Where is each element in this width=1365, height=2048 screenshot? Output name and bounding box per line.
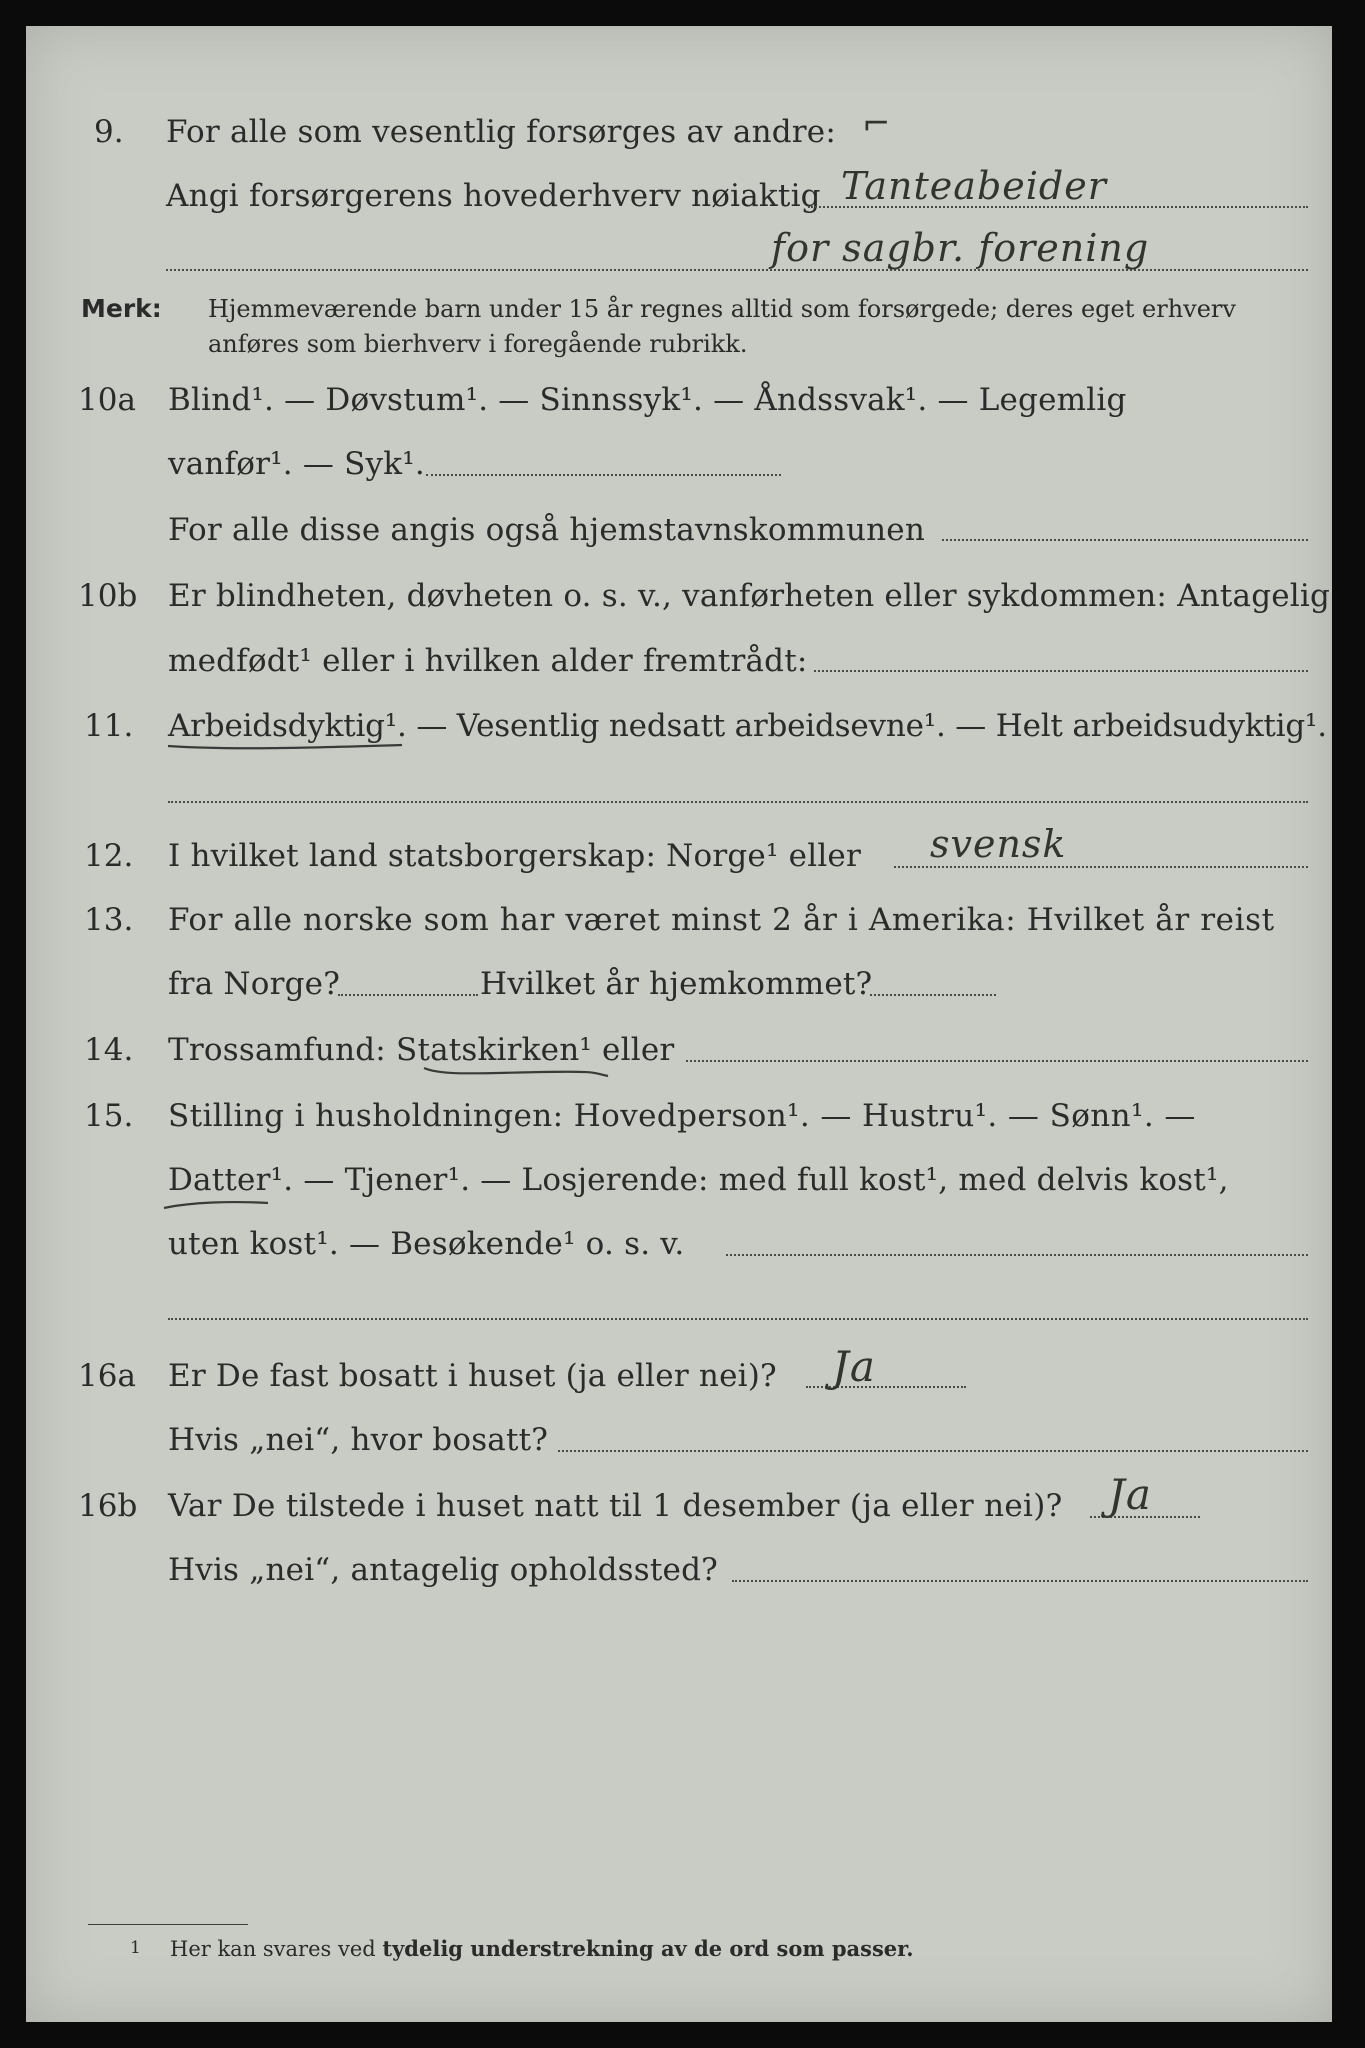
merk-label: Merk: (81, 294, 162, 323)
q11-line1: Arbeidsdyktig¹. — Vesentlig nedsatt arbeidsevne¹. — Helt arbeidsudyktig¹. (168, 708, 1327, 744)
q10a-number: 10a (78, 382, 136, 418)
q11-answer-line (168, 801, 1308, 803)
q10a-hjemstavn-line (942, 539, 1308, 541)
q13-hjemkommet-line (870, 994, 996, 996)
q15-underline-mark (162, 1196, 272, 1212)
q16b-opholdssted-line (732, 1580, 1308, 1582)
merk-line2: anføres som bierhverv i foregående rubrikk. (208, 330, 748, 358)
q10a-line2: vanfør¹. — Syk¹. (168, 446, 425, 482)
q9-line2: Angi forsørgerens hovederhverv nøiaktig (166, 178, 821, 214)
q9-line1: For alle som vesentlig forsørges av andre: (166, 114, 836, 150)
q13-line2a: fra Norge? (168, 966, 341, 1002)
q11-underline-mark (166, 740, 406, 754)
q15-answer-line1 (726, 1254, 1308, 1256)
q16b-handwritten-answer[interactable]: Ja (1108, 1470, 1152, 1519)
q13-line1: For alle norske som har været minst 2 år i Amerika: Hvilket år reist (168, 902, 1275, 938)
q16b-line2: Hvis „nei“, antagelig opholdssted? (168, 1552, 718, 1588)
q14-underline-mark (422, 1064, 612, 1080)
q9-handwritten-answer1[interactable]: Tanteabeider (841, 164, 1107, 208)
q10a-syk-line (426, 474, 781, 476)
q13-reist-line (338, 994, 478, 996)
q10b-number: 10b (78, 578, 138, 614)
q12-answer-line (894, 866, 1308, 868)
q13-line2b: Hvilket år hjemkommet? (480, 966, 873, 1002)
q14-line1: Trossamfund: Statskirken¹ eller (168, 1032, 675, 1068)
q16a-line1: Er De fast bosatt i huset (ja eller nei)? (168, 1358, 777, 1394)
q15-number: 15. (84, 1098, 134, 1134)
q16a-number: 16a (78, 1358, 136, 1394)
q14-number: 14. (84, 1032, 134, 1068)
q16a-bosatt-line (558, 1450, 1308, 1452)
footnote-text-plain: Her kan svares ved (170, 1937, 376, 1961)
q12-number: 12. (84, 838, 134, 874)
q15-line3: uten kost¹. — Besøkende¹ o. s. v. (168, 1226, 685, 1262)
merk-line1: Hjemmeværende barn under 15 år regnes alltid som forsørgede; deres eget erhverv (208, 295, 1236, 323)
q15-answer-line2 (168, 1318, 1308, 1320)
q9-handwritten-dash: ⌐ (862, 104, 892, 144)
footnote-mark: 1 (130, 1938, 141, 1958)
q16a-line2: Hvis „nei“, hvor bosatt? (168, 1422, 549, 1458)
q13-number: 13. (84, 902, 134, 938)
q12-line1: I hvilket land statsborgerskap: Norge¹ eller (168, 838, 861, 874)
q10b-alder-line (814, 670, 1308, 672)
footnote-text-bold: tydelig understrekning av de ord som passer. (382, 1936, 914, 1961)
q16b-number: 16b (78, 1488, 138, 1524)
q10b-line2: medfødt¹ eller i hvilken alder fremtrådt: (168, 643, 808, 679)
footnote-rule (88, 1924, 248, 1925)
q10a-line3: For alle disse angis også hjemstavnskommunen (168, 512, 925, 548)
census-form-page (26, 26, 1332, 2022)
q9-number: 9. (94, 114, 124, 150)
q16a-answer-line (806, 1386, 966, 1388)
q16b-line1: Var De tilstede i huset natt til 1 desember (ja eller nei)? (168, 1488, 1063, 1524)
q15-line2: Datter¹. — Tjener¹. — Losjerende: med full kost¹, med delvis kost¹, (168, 1162, 1229, 1198)
q16a-handwritten-answer[interactable]: Ja (832, 1342, 876, 1391)
q15-line1: Stilling i husholdningen: Hovedperson¹. — Hustru¹. — Sønn¹. — (168, 1098, 1196, 1134)
q9-handwritten-answer2[interactable]: for sagbr. forening (771, 226, 1150, 270)
q10b-line1: Er blindheten, døvheten o. s. v., vanførheten eller sykdommen: Antagelig (168, 578, 1331, 614)
footnote-text (170, 1936, 914, 1961)
q14-answer-line (686, 1060, 1308, 1062)
q11-number: 11. (84, 708, 134, 744)
q10a-line1: Blind¹. — Døvstum¹. — Sinnssyk¹. — Åndssvak¹. — Legemlig (168, 382, 1127, 418)
q12-handwritten-answer[interactable]: svensk (930, 822, 1067, 866)
